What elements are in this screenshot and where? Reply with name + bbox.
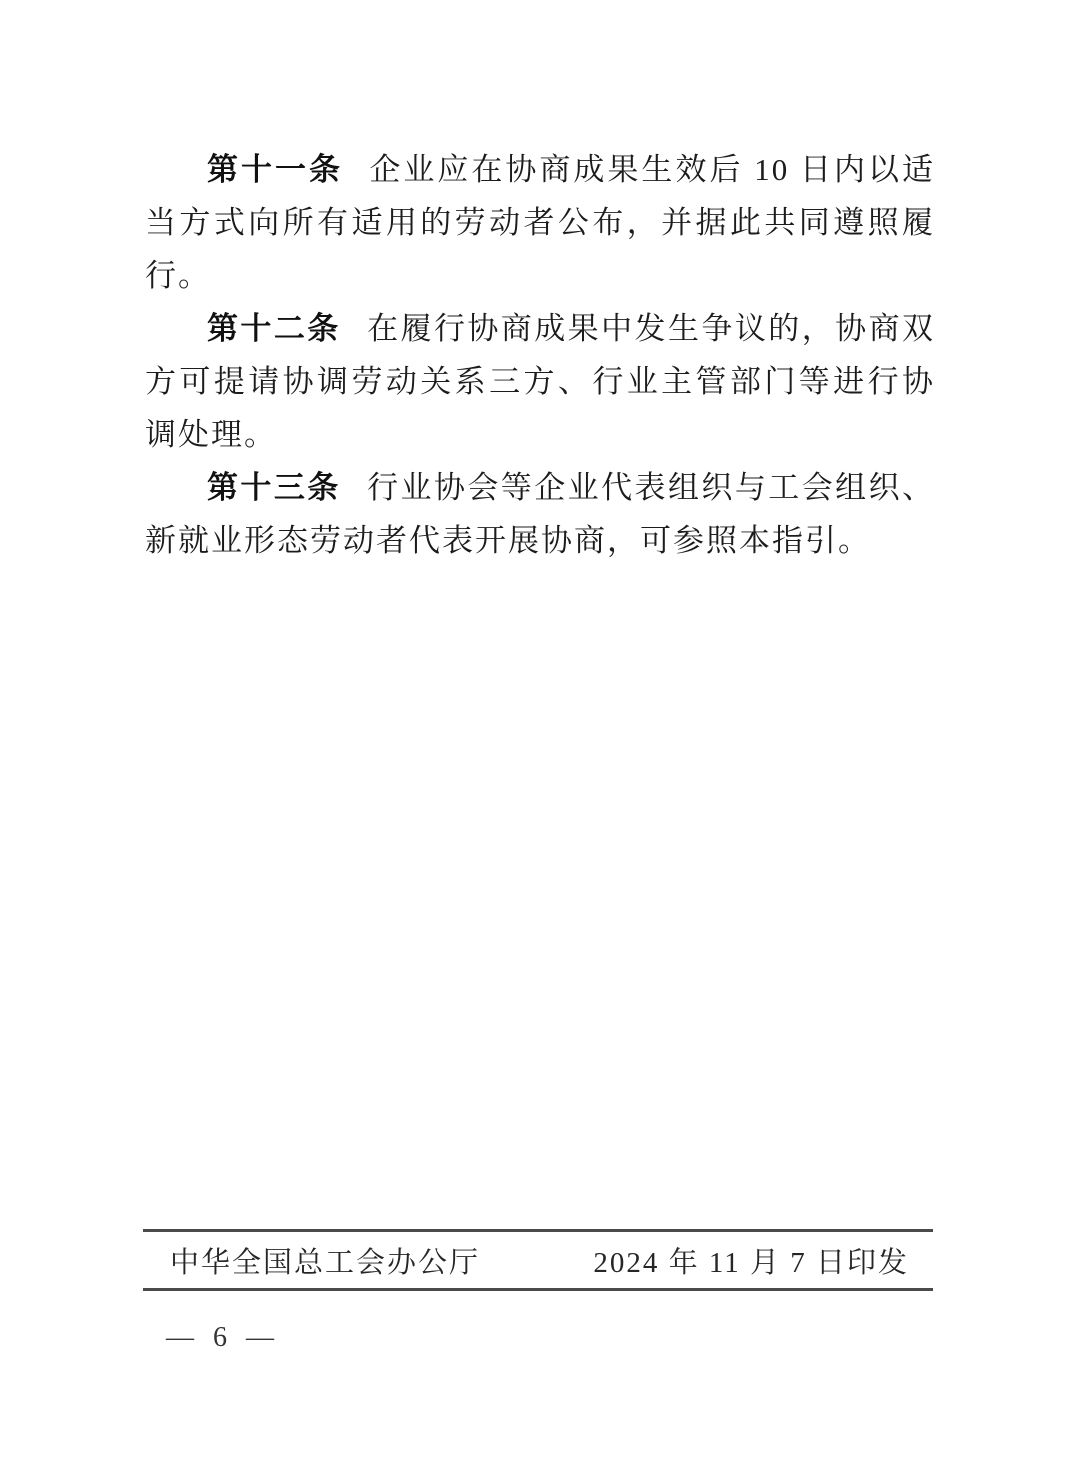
paragraph-article-13 (145, 461, 935, 567)
article-12-number: 第十二条 (207, 311, 341, 346)
article-11-number: 第十一条 (207, 152, 344, 187)
page-number: — 6 — (166, 1322, 280, 1353)
footer-rule-bottom (143, 1288, 933, 1291)
article-12-text: 在履行协商成果中发生争议的，协商双方可提请协调劳动关系三方、行业主管部门等进行协调处理。 (145, 311, 936, 452)
document-body (145, 143, 935, 567)
article-13-number: 第十三条 (207, 470, 341, 505)
footer-row (143, 1232, 933, 1288)
issuing-office: 中华全国总工会办公厅 (170, 1246, 481, 1279)
document-footer (143, 1229, 933, 1291)
article-13-text: 行业协会等企业代表组织与工会组织、新就业形态劳动者代表开展协商，可参照本指引。 (145, 470, 936, 558)
print-date: 2024 年 11 月 7 日印发 (593, 1246, 909, 1279)
paragraph-article-12 (145, 302, 935, 461)
paragraph-article-11 (145, 143, 935, 302)
article-11-text: 企业应在协商成果生效后 10 日内以适当方式向所有适用的劳动者公布，并据此共同遵照履行。 (145, 152, 935, 293)
